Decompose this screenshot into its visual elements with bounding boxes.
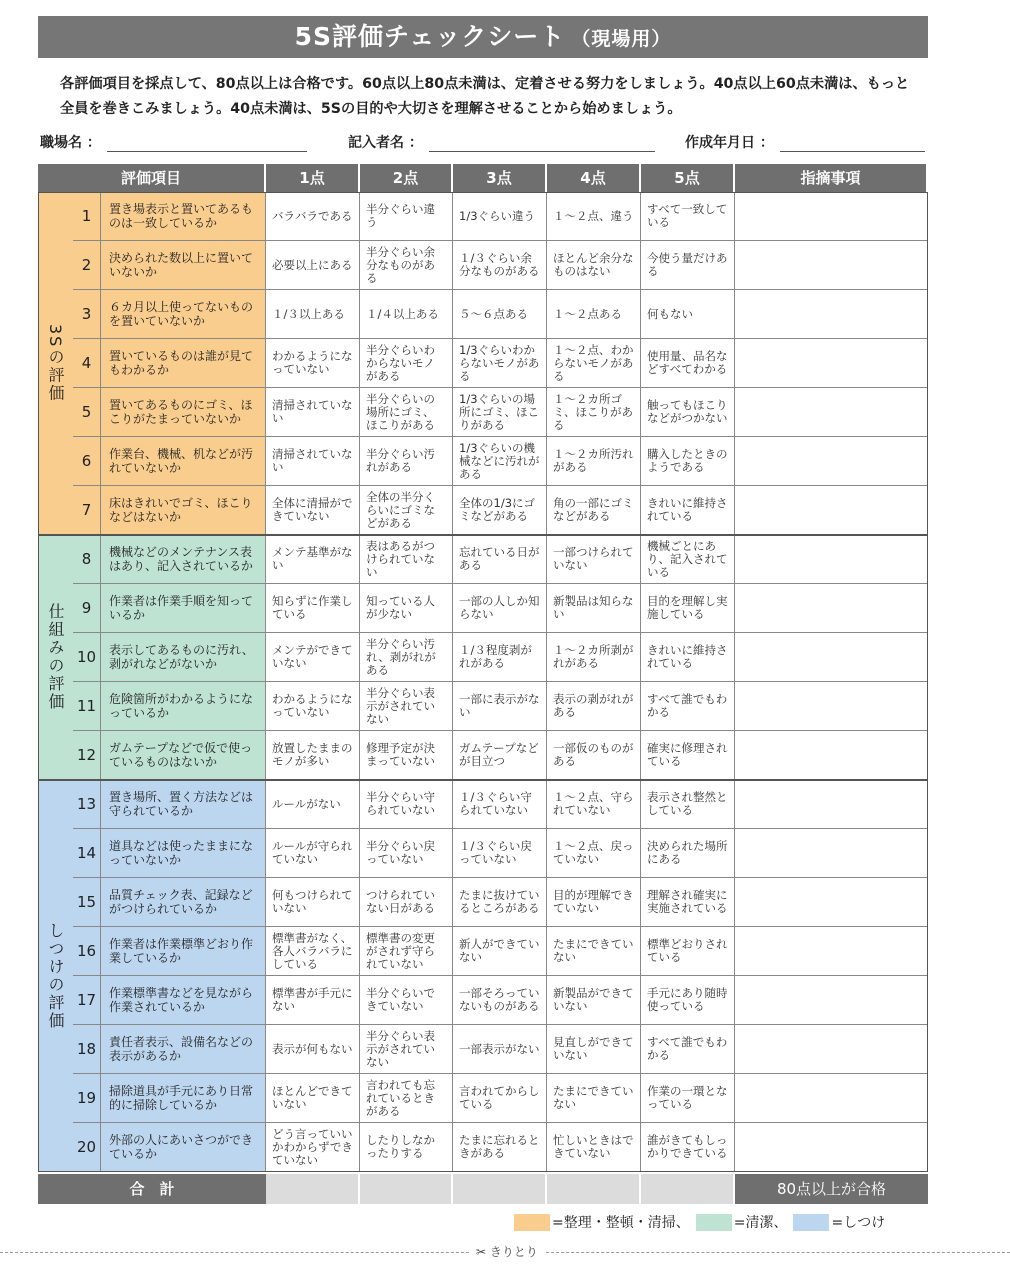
evaluation-item: 品質チェック表、記録などがつけられているか (101, 878, 266, 927)
group-separator (38, 534, 928, 536)
score-criteria-4pt[interactable]: １～２カ所剥がれがある (547, 633, 641, 682)
score-criteria-1pt[interactable]: バラバラである (266, 192, 360, 241)
row-number: 2 (73, 241, 101, 290)
legend-label-3s: =整理・整頓・清掃、 (552, 1215, 690, 1231)
notes-cell[interactable] (735, 437, 928, 486)
group-label-cell (38, 535, 73, 780)
legend-swatch-3s (514, 1214, 550, 1231)
row-number: 9 (73, 584, 101, 633)
score-criteria-1pt[interactable]: ルールが守られていない (266, 829, 360, 878)
row-number: 20 (73, 1123, 101, 1172)
score-criteria-5pt[interactable]: 誰がきてもしっかりできている (641, 1123, 735, 1172)
row-number: 18 (73, 1025, 101, 1074)
score-criteria-3pt[interactable]: 全体の1/3にゴミなどがある (453, 486, 547, 535)
row-number: 4 (73, 339, 101, 388)
score-criteria-2pt[interactable]: 半分ぐらいわからないモノがある (360, 339, 453, 388)
score-criteria-5pt[interactable]: 決められた場所にある (641, 829, 735, 878)
notes-cell[interactable] (735, 633, 928, 682)
row-number: 17 (73, 976, 101, 1025)
score-criteria-1pt[interactable]: 表示が何もない (266, 1025, 360, 1074)
notes-cell[interactable] (735, 339, 928, 388)
score-criteria-2pt[interactable]: 表はあるがつけられていない (360, 535, 453, 584)
header-notes: 指摘事項 (735, 164, 926, 192)
score-criteria-2pt[interactable]: 修理予定が決まっていない (360, 731, 453, 780)
score-criteria-5pt[interactable]: 購入したときのようである (641, 437, 735, 486)
score-criteria-2pt[interactable]: 全体の半分くらいにゴミなどがある (360, 486, 453, 535)
notes-cell[interactable] (735, 241, 928, 290)
score-criteria-5pt[interactable]: 今使う量だけある (641, 241, 735, 290)
score-criteria-4pt[interactable]: 忙しいときはできていない (547, 1123, 641, 1172)
intro-text: 各評価項目を採点して、80点以上は合格です。60点以上80点未満は、定着させる努力をしましょう。40点以上60点未満は、もっと全員を巻きこみましょう。40点未満は、5Sの目的や大切さを理解させることから始めましょう。 (60, 76, 910, 117)
score-criteria-3pt[interactable]: 一部に表示がない (453, 682, 547, 731)
score-criteria-4pt[interactable]: １～２点、戻っていない (547, 829, 641, 878)
row-number: 5 (73, 388, 101, 437)
legend-swatch-shitsuke (793, 1214, 829, 1231)
score-criteria-5pt[interactable]: すべて誰でもわかる (641, 682, 735, 731)
group-label: しつけの評価 (46, 921, 65, 1030)
legend-label-shitsuke: =しつけ (831, 1215, 886, 1231)
sheet-title-sub: （現場用） (571, 28, 672, 50)
score-criteria-5pt[interactable]: 触ってもほこりなどがつかない (641, 388, 735, 437)
score-criteria-4pt[interactable]: 新製品は知らない (547, 584, 641, 633)
score-criteria-4pt[interactable]: 角の一部にゴミなどがある (547, 486, 641, 535)
score-criteria-4pt[interactable]: 新製品ができていない (547, 976, 641, 1025)
header-1pt: 1点 (266, 164, 358, 192)
score-criteria-2pt[interactable]: 半分ぐらい余分なものがある (360, 241, 453, 290)
row-number: 13 (73, 780, 101, 829)
notes-cell[interactable] (735, 682, 928, 731)
notes-cell[interactable] (735, 192, 928, 241)
header-item: 評価項目 (38, 164, 264, 192)
writer-label: 記入者名 ： (348, 135, 423, 151)
score-criteria-1pt[interactable]: どう言っていいかわからずできていない (266, 1123, 360, 1172)
score-criteria-5pt[interactable]: 表示され整然としている (641, 780, 735, 829)
score-criteria-2pt[interactable]: 半分ぐらい戻っていない (360, 829, 453, 878)
evaluation-item: ガムテープなどで仮で使っているものはないか (101, 731, 266, 780)
score-criteria-4pt[interactable]: 目的が理解できていない (547, 878, 641, 927)
score-criteria-2pt[interactable]: 半分ぐらい汚れ、剥がれがある (360, 633, 453, 682)
score-criteria-4pt[interactable]: 表示の剥がれがある (547, 682, 641, 731)
score-criteria-2pt[interactable]: 半分ぐらい違う (360, 192, 453, 241)
sheet-title: 5S評価チェックシート (294, 22, 566, 51)
score-criteria-2pt[interactable]: 半分ぐらい表示がされていない (360, 682, 453, 731)
total-score-cell[interactable] (266, 1174, 360, 1204)
evaluation-item: 置いているものは誰が見てもわかるか (101, 339, 266, 388)
total-label: 合 計 (38, 1174, 266, 1204)
evaluation-item: 外部の人にあいさつができているか (101, 1123, 266, 1172)
score-criteria-2pt[interactable]: 標準書の変更がされず守られていない (360, 927, 453, 976)
group-separator (38, 779, 928, 781)
notes-cell[interactable] (735, 927, 928, 976)
score-criteria-3pt[interactable]: 言われてからしている (453, 1074, 547, 1123)
workplace-line[interactable] (107, 135, 307, 152)
score-criteria-3pt[interactable]: たまに抜けているところがある (453, 878, 547, 927)
score-criteria-5pt[interactable]: 何もない (641, 290, 735, 339)
score-criteria-5pt[interactable]: 目的を理解し実施している (641, 584, 735, 633)
score-criteria-1pt[interactable]: 清掃されていない (266, 388, 360, 437)
score-criteria-2pt[interactable]: 半分ぐらいの場所にゴミ、ほこりがある (360, 388, 453, 437)
score-criteria-5pt[interactable]: きれいに維持されている (641, 633, 735, 682)
evaluation-item: 決められた数以上に置いていないか (101, 241, 266, 290)
notes-cell[interactable] (735, 1074, 928, 1123)
score-criteria-2pt[interactable]: 半分ぐらい表示がされていない (360, 1025, 453, 1074)
date-label: 作成年月日 ： (685, 135, 774, 151)
score-criteria-3pt[interactable]: １/３程度剥がれがある (453, 633, 547, 682)
workplace-field[interactable] (40, 132, 307, 152)
score-criteria-1pt[interactable]: 標準書が手元にない (266, 976, 360, 1025)
score-criteria-1pt[interactable]: メンテ基準がない (266, 535, 360, 584)
score-criteria-3pt[interactable]: 一部の人しか知らない (453, 584, 547, 633)
score-criteria-1pt[interactable]: ほとんどできていない (266, 1074, 360, 1123)
pass-criteria-label: 80点以上が合格 (735, 1174, 928, 1204)
notes-cell[interactable] (735, 780, 928, 829)
score-criteria-3pt[interactable]: ガムテープなどが目立つ (453, 731, 547, 780)
group-label-cell (38, 780, 73, 1172)
evaluation-item: 作業者は作業標準どおり作業しているか (101, 927, 266, 976)
writer-field[interactable] (348, 132, 655, 152)
score-criteria-3pt[interactable]: ５～６点ある (453, 290, 547, 339)
score-criteria-2pt[interactable]: 言われても忘れているときがある (360, 1074, 453, 1123)
row-number: 3 (73, 290, 101, 339)
score-criteria-1pt[interactable]: わかるようになっていない (266, 682, 360, 731)
notes-cell[interactable] (735, 486, 928, 535)
workplace-label: 職場名 ： (40, 135, 101, 151)
score-criteria-5pt[interactable]: 理解され確実に実施されている (641, 878, 735, 927)
row-number: 16 (73, 927, 101, 976)
notes-cell[interactable] (735, 731, 928, 780)
score-criteria-5pt[interactable]: 確実に修理されている (641, 731, 735, 780)
score-criteria-2pt[interactable]: したりしなかったりする (360, 1123, 453, 1172)
score-criteria-3pt[interactable]: １/３ぐらい余分なものがある (453, 241, 547, 290)
score-criteria-3pt[interactable]: 一部そろっていないものがある (453, 976, 547, 1025)
notes-cell[interactable] (735, 1123, 928, 1172)
score-criteria-1pt[interactable]: 必要以上にある (266, 241, 360, 290)
score-criteria-5pt[interactable]: きれいに維持されている (641, 486, 735, 535)
score-criteria-4pt[interactable]: たまにできていない (547, 1074, 641, 1123)
notes-cell[interactable] (735, 535, 928, 584)
score-criteria-2pt[interactable]: 半分ぐらい守られていない (360, 780, 453, 829)
score-criteria-1pt[interactable]: わかるようになっていない (266, 339, 360, 388)
row-number: 10 (73, 633, 101, 682)
notes-cell[interactable] (735, 388, 928, 437)
score-criteria-3pt[interactable]: 忘れている日がある (453, 535, 547, 584)
score-criteria-3pt[interactable]: 新人ができていない (453, 927, 547, 976)
evaluation-item: 床はきれいでゴミ、ほこりなどはないか (101, 486, 266, 535)
group-label: 3Sの評価 (46, 323, 65, 403)
score-criteria-4pt[interactable]: １～２点ある (547, 290, 641, 339)
score-criteria-3pt[interactable]: １/３ぐらい守られていない (453, 780, 547, 829)
writer-line[interactable] (429, 135, 655, 152)
cut-label: ✂ きりとり (470, 1244, 544, 1260)
score-criteria-4pt[interactable]: １～２カ所汚れがある (547, 437, 641, 486)
total-score-cell[interactable] (453, 1174, 547, 1204)
evaluation-item: 作業者は作業手順を知っているか (101, 584, 266, 633)
group-label: 仕組みの評価 (46, 603, 65, 711)
legend-label-seiketsu: =清潔、 (733, 1215, 788, 1231)
field-row (40, 132, 930, 156)
evaluation-item: 責任者表示、設備名などの表示があるか (101, 1025, 266, 1074)
notes-cell[interactable] (735, 584, 928, 633)
score-criteria-3pt[interactable]: 1/3ぐらいの場所にゴミ、ほこりがある (453, 388, 547, 437)
score-criteria-2pt[interactable]: 半分ぐらいできていない (360, 976, 453, 1025)
row-number: 8 (73, 535, 101, 584)
total-score-cell[interactable] (641, 1174, 735, 1204)
evaluation-item: 掃除道具が手元にあり日常的に掃除しているか (101, 1074, 266, 1123)
score-criteria-3pt[interactable]: １/３ぐらい戻っていない (453, 829, 547, 878)
score-criteria-4pt[interactable]: １～２点、わからないモノがある (547, 339, 641, 388)
evaluation-item: 道具などは使ったままになっていないか (101, 829, 266, 878)
score-criteria-1pt[interactable]: 知らずに作業している (266, 584, 360, 633)
score-criteria-2pt[interactable]: 半分ぐらい汚れがある (360, 437, 453, 486)
row-number: 12 (73, 731, 101, 780)
row-number: 1 (73, 192, 101, 241)
evaluation-item: 置いてあるものにゴミ、ほこりがたまっていないか (101, 388, 266, 437)
score-criteria-1pt[interactable]: 放置したままのモノが多い (266, 731, 360, 780)
score-criteria-1pt[interactable]: ルールがない (266, 780, 360, 829)
score-criteria-4pt[interactable]: １～２点、守られていない (547, 780, 641, 829)
score-criteria-1pt[interactable]: １/３以上ある (266, 290, 360, 339)
score-criteria-2pt[interactable]: 知っている人が少ない (360, 584, 453, 633)
score-criteria-4pt[interactable]: １～２カ所ゴミ、ほこりがある (547, 388, 641, 437)
date-line[interactable] (780, 135, 925, 152)
score-criteria-1pt[interactable]: メンテができていない (266, 633, 360, 682)
notes-cell[interactable] (735, 829, 928, 878)
header-4pt: 4点 (547, 164, 639, 192)
score-criteria-5pt[interactable]: 機械ごとにあり、記入されている (641, 535, 735, 584)
score-criteria-5pt[interactable]: 使用量、品名などすべてわかる (641, 339, 735, 388)
score-criteria-1pt[interactable]: 全体に清掃ができていない (266, 486, 360, 535)
legend (514, 1212, 885, 1232)
score-criteria-1pt[interactable]: 何もつけられていない (266, 878, 360, 927)
header-2pt: 2点 (360, 164, 451, 192)
row-number: 14 (73, 829, 101, 878)
total-score-cell[interactable] (360, 1174, 453, 1204)
date-field[interactable] (685, 132, 925, 152)
score-criteria-4pt[interactable]: ほとんど余分なものはない (547, 241, 641, 290)
score-criteria-3pt[interactable]: 1/3ぐらいわからないモノがある (453, 339, 547, 388)
score-criteria-3pt[interactable]: 1/3ぐらい違う (453, 192, 547, 241)
score-criteria-5pt[interactable]: 手元にあり随時使っている (641, 976, 735, 1025)
evaluation-item: 機械などのメンテナンス表はあり、記入されているか (101, 535, 266, 584)
evaluation-item: 置き場表示と置いてあるものは一致しているか (101, 192, 266, 241)
row-number: 11 (73, 682, 101, 731)
score-criteria-2pt[interactable]: １/４以上ある (360, 290, 453, 339)
score-criteria-5pt[interactable]: 標準どおりされている (641, 927, 735, 976)
notes-cell[interactable] (735, 976, 928, 1025)
score-criteria-4pt[interactable]: たまにできていない (547, 927, 641, 976)
sheet-title-bar (38, 16, 928, 58)
row-number: 6 (73, 437, 101, 486)
legend-swatch-seiketsu (696, 1214, 732, 1231)
score-criteria-3pt[interactable]: 1/3ぐらいの機械などに汚れがある (453, 437, 547, 486)
score-criteria-2pt[interactable]: つけられていない日がある (360, 878, 453, 927)
score-criteria-5pt[interactable]: 作業の一環となっている (641, 1074, 735, 1123)
score-criteria-5pt[interactable]: すべて誰でもわかる (641, 1025, 735, 1074)
score-criteria-4pt[interactable]: 一部仮のものがある (547, 731, 641, 780)
evaluation-item: 危険箇所がわかるようになっているか (101, 682, 266, 731)
notes-cell[interactable] (735, 1025, 928, 1074)
score-criteria-4pt[interactable]: 一部つけられていない (547, 535, 641, 584)
evaluation-item: 作業標準書などを見ながら作業されているか (101, 976, 266, 1025)
score-criteria-3pt[interactable]: 一部表示がない (453, 1025, 547, 1074)
evaluation-item: 表示してあるものに汚れ、剥がれなどがないか (101, 633, 266, 682)
total-score-cell[interactable] (547, 1174, 641, 1204)
group-label-cell (38, 192, 73, 535)
score-criteria-5pt[interactable]: すべて一致している (641, 192, 735, 241)
evaluation-item: ６カ月以上使ってないものを置いていないか (101, 290, 266, 339)
header-5pt: 5点 (641, 164, 733, 192)
score-criteria-1pt[interactable]: 清掃されていない (266, 437, 360, 486)
row-number: 7 (73, 486, 101, 535)
score-criteria-4pt[interactable]: 見直しができていない (547, 1025, 641, 1074)
header-3pt: 3点 (453, 164, 545, 192)
row-number: 19 (73, 1074, 101, 1123)
row-number: 15 (73, 878, 101, 927)
notes-cell[interactable] (735, 290, 928, 339)
notes-cell[interactable] (735, 878, 928, 927)
score-criteria-1pt[interactable]: 標準書がなく、各人バラバラにしている (266, 927, 360, 976)
evaluation-item: 置き場所、置く方法などは守られているか (101, 780, 266, 829)
evaluation-item: 作業台、機械、机などが汚れていないか (101, 437, 266, 486)
score-criteria-3pt[interactable]: たまに忘れるときがある (453, 1123, 547, 1172)
score-criteria-4pt[interactable]: １～２点、違う (547, 192, 641, 241)
